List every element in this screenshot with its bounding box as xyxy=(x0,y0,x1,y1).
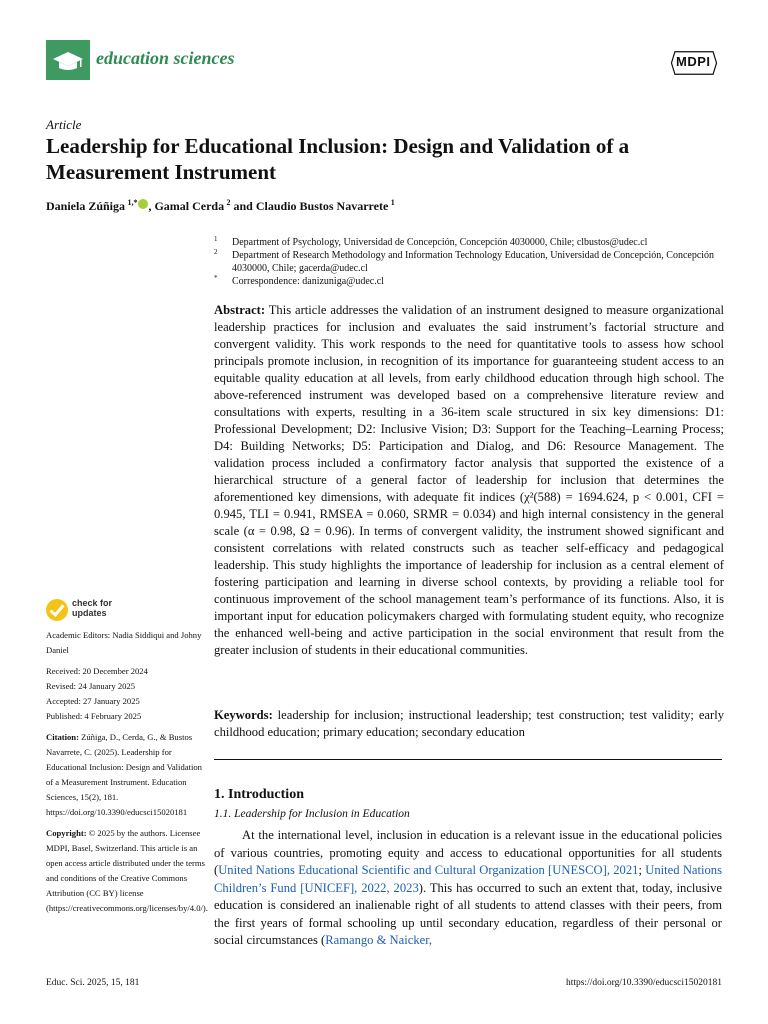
received-date: Received: 20 December 2024 xyxy=(46,666,148,676)
author-sup: 1 xyxy=(390,198,395,207)
author-name[interactable]: Daniela Zúñiga xyxy=(46,199,126,213)
affiliation-mark: 2 xyxy=(214,248,218,256)
intro-text: ). This has occurred to such an extent that, today, inclusive education is considered an inalienable right of all students to attend classes with their peers, from the first years of formal schooling up until secondary education, regardless of their personal or social circumstances ( xyxy=(214,880,723,947)
journal-name: education sciences xyxy=(96,48,235,68)
academic-editors: Academic Editors: Nadia Siddiqui and Johny Daniel xyxy=(46,630,202,655)
citation-text[interactable]: Zúñiga, D., Cerda, G., & Bustos Navarrete, C. (2025). Leadership for Educational Inclusion: Design and Validation of a Measurement Instrument. Education Sciences, 15(2), 181. https://doi.org/10.3390/educsci15020181 xyxy=(46,732,202,817)
citation-link[interactable]: United Nations Educational Scientific and Cultural Organization [UNESCO], 2021 xyxy=(218,863,639,877)
author-list: Daniela Zúñiga $^{1,*}$ , Gamal Cerda $^2$ and Claudio Bustos Navarrete $^1$ xyxy=(46,198,395,213)
check-for-updates-icon[interactable] xyxy=(46,599,68,621)
affiliation-text: Department of Research Methodology and Information Technology Education, Universidad de Concepción, Concepción 4030000, Chile; gacerda@udec.cl xyxy=(232,250,715,274)
check-updates-line1: check for xyxy=(72,598,113,608)
check-updates-line2: updates xyxy=(72,608,107,618)
article-title: Leadership for Educational Inclusion: Design and Validation of a Measurement Instrument xyxy=(46,134,630,184)
affiliation-text: Department of Psychology, Universidad de Concepción, Concepción 4030000, Chile; clbustos@udec.cl xyxy=(232,237,648,248)
affiliations xyxy=(214,236,724,288)
affiliation-item xyxy=(214,275,724,288)
affiliation-item xyxy=(214,249,724,275)
citation-link[interactable]: United Nations Children’s Fund [UNICEF], 2022, 2023 xyxy=(214,863,722,895)
section-heading: 1. Introduction xyxy=(214,787,304,802)
abstract-label: Abstract: xyxy=(214,303,266,317)
citation-block xyxy=(46,730,206,820)
author-name[interactable]: Gamal Cerda xyxy=(154,199,225,213)
citation-link[interactable]: Ramango & Naicker, xyxy=(325,933,433,947)
copyright-text: © 2025 by the authors. Licensee MDPI, Basel, Switzerland. This article is an open access article distributed under the terms and conditions of the Creative Commons Attribution (CC BY) license (https://creativecommons.org/licenses/by/4.0/). xyxy=(46,828,208,913)
article-info-sidebar xyxy=(46,628,206,922)
affiliation-item xyxy=(214,236,724,249)
intro-text: At the international level, inclusion in education is a relevant issue in the educational policies of various countries, promoting equity and access to educational opportunities for all students ( xyxy=(214,828,722,877)
affiliation-mark: * xyxy=(214,274,218,282)
author-name[interactable]: Claudio Bustos Navarrete xyxy=(255,199,389,213)
divider xyxy=(214,759,722,760)
affiliation-mark: 1 xyxy=(214,235,218,243)
footer-journal-ref: Educ. Sci. 2025, 15, 181 xyxy=(46,978,140,988)
keywords-label: Keywords: xyxy=(214,708,273,722)
journal-logo xyxy=(46,40,90,80)
keywords-text: leadership for inclusion; instructional leadership; test construction; test validity; early childhood education; primary education; secondary education xyxy=(214,708,724,739)
published-date: Published: 4 February 2025 xyxy=(46,711,142,721)
abstract xyxy=(214,302,724,659)
subsection-heading: 1.1. Leadership for Inclusion in Education xyxy=(214,808,410,820)
check-for-updates-label[interactable] xyxy=(72,598,112,618)
article-type: Article xyxy=(46,117,82,132)
copyright-label: Copyright: xyxy=(46,828,87,838)
orcid-icon[interactable] xyxy=(138,199,148,209)
revised-date: Revised: 24 January 2025 xyxy=(46,681,136,691)
accepted-date: Accepted: 27 January 2025 xyxy=(46,696,140,706)
intro-text: ; xyxy=(638,863,646,877)
citation-label: Citation: xyxy=(46,732,79,742)
abstract-text: This article addresses the validation of an instrument designed to measure organizational leadership practices for inclusion and evaluates the said instrument’s factorial structure and convergent validity. This work responds to the need for quantitative tools to assess how school principals promote inclusion, in recognition of its importance for guaranteeing student access to an equitable quality education at all levels, from early childhood education through high school. The above-referenced instrument was developed based on a comprehensive literature review and consultations with experts, resulting in a 36-item scale structured in six key dimensions: D1: Professional Development; D2: Inclusive Vision; D3: Support for the Teaching–Learning Process; D4: Building Networks; D5: Participation and Dialog, and D6: Resource Management. The validation process included a confirmatory factor analysis that supported the existence of a hierarchical structure of a general factor of leadership for inclusion that determines the aforementioned key dimensions, with adequate fit indices (χ²(588) = 1694.624, p < 0.001, CFI = 0.945, TLI = 0.941, RMSEA = 0.060, SRMR = 0.034) and high internal consistency in the general scale (α = 0.98, Ω = 0.96). In terms of convergent validity, the instrument showed significant and consistent correlations with related constructs such as teacher self-efficacy and pedagogical leadership. This study highlights the importance of leadership for inclusion as a central element of fostering participation and learning in diverse school contexts, by providing a reliable tool for continuous improvement of the school management team’s performance of its functions. Also, it is important input for education policymakers charged with formulating student equity, who recognize the enhanced well-being and active participation in the social environment that result from the greater inclusion of students in their educational communities. xyxy=(214,303,725,657)
author-sup: 2 xyxy=(226,198,231,207)
copyright-block xyxy=(46,826,206,916)
intro-paragraph xyxy=(214,827,722,950)
author-sup: 1,* xyxy=(127,198,138,207)
publisher-name: MDPI xyxy=(676,54,711,69)
keywords xyxy=(214,707,724,741)
footer-doi[interactable]: https://doi.org/10.3390/educsci15020181 xyxy=(565,978,722,988)
affiliation-text: Correspondence: danizuniga@udec.cl xyxy=(232,276,384,287)
